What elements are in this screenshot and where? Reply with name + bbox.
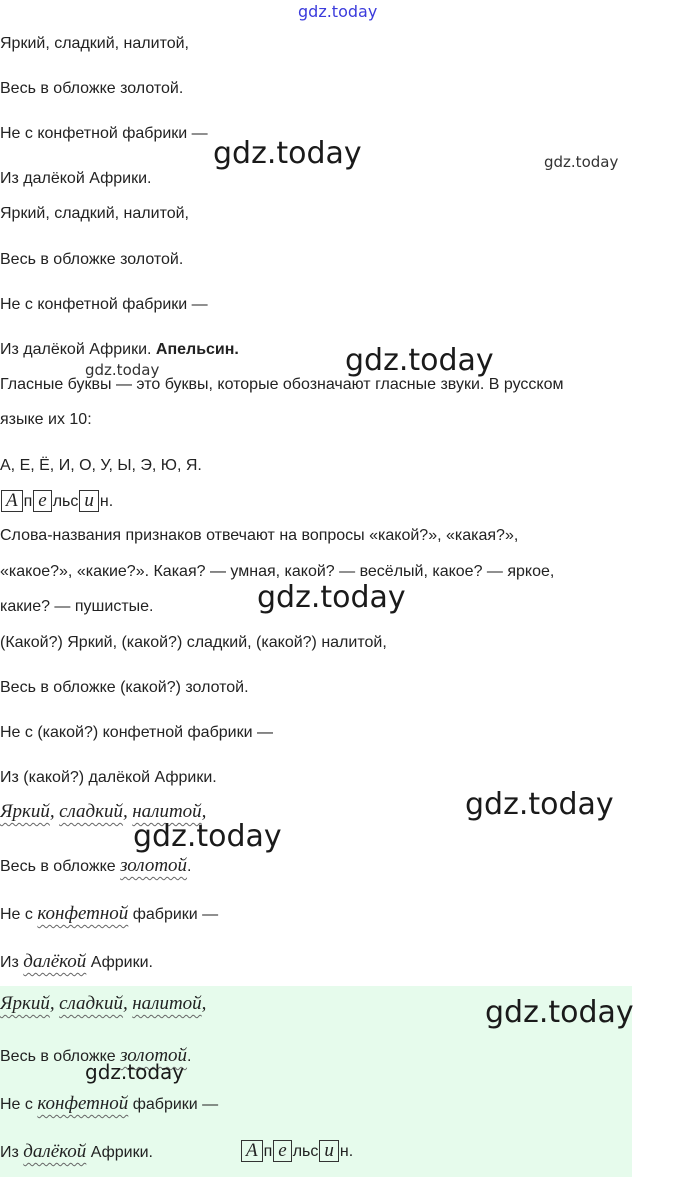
vowel-box: А [1, 490, 23, 512]
vowel-box: е [33, 490, 51, 512]
plain-text: Не с [0, 1096, 33, 1113]
watermark: gdz.today [213, 136, 362, 171]
consonants: льс [292, 1143, 319, 1160]
poem-line-2: Весь в обложке золотой. [0, 80, 184, 97]
plain-text: фабрики — [132, 1096, 219, 1113]
adjective: конфетной [37, 903, 129, 924]
consonants: п [23, 493, 33, 510]
watermark: gdz.today [257, 580, 406, 615]
attributes-line-1: Слова-названия признаков отвечают на вопросы «какой?», «какая?», [0, 527, 519, 544]
adjective: налитой [132, 993, 202, 1014]
word-vowels-marked [0, 490, 113, 512]
watermark: gdz.today [298, 2, 378, 21]
comma: , [201, 993, 207, 1014]
watermark: gdz.today [345, 343, 494, 378]
plain-text: Не с [0, 906, 33, 923]
marked-line-3 [0, 1094, 218, 1115]
word-vowels-marked [240, 1140, 353, 1162]
comma: , [49, 993, 55, 1014]
poem-line-2: Весь в обложке золотой. [0, 251, 184, 268]
consonants: п [263, 1143, 273, 1160]
poem-line-4 [0, 340, 239, 360]
watermark: gdz.today [485, 995, 634, 1030]
comma: , [123, 993, 128, 1014]
adjective: золотой [120, 1045, 188, 1066]
plain-text: фабрики — [132, 906, 219, 923]
adjective: сладкий [59, 801, 124, 822]
vowels-list: А, Е, Ё, И, О, У, Ы, Э, Ю, Я. [0, 457, 202, 474]
attributes-line-3: какие? — пушистые. [0, 598, 154, 615]
marked-line-4 [0, 1142, 153, 1163]
marked-line-3 [0, 904, 218, 925]
adjective: далёкой [23, 951, 87, 972]
adjective: Яркий [0, 801, 50, 822]
poem-line-3: Не с конфетной фабрики — [0, 125, 208, 142]
marked-line-4 [0, 952, 153, 973]
adjective: далёкой [23, 1141, 87, 1162]
consonants: н. [99, 493, 114, 510]
vowels-text-line-1: Гласные буквы — это буквы, которые обозначают гласные звуки. В русском [0, 376, 564, 393]
adjective: конфетной [37, 1093, 129, 1114]
poem-text: Из далёкой Африки. [0, 341, 152, 358]
riddle-answer: Апельсин. [155, 341, 239, 358]
attributes-line-2: «какое?», «какие?». Какая? — умная, какой? — весёлый, какое? — яркое, [0, 563, 555, 580]
comma: , [49, 801, 55, 822]
watermark: gdz.today [85, 1060, 185, 1084]
consonants: льс [52, 493, 79, 510]
marked-line-1 [0, 994, 206, 1015]
watermark: gdz.today [544, 153, 619, 171]
plain-text: . [187, 1048, 192, 1065]
plain-text: Из [0, 954, 19, 971]
poem-line-1: Яркий, сладкий, налитой, [0, 35, 189, 52]
comma: , [123, 801, 128, 822]
plain-text: . [187, 858, 192, 875]
vowels-text-line-2: языке их 10: [0, 411, 92, 428]
comma: , [201, 801, 207, 822]
plain-text: Весь в обложке [0, 1048, 116, 1065]
watermark: gdz.today [85, 361, 160, 379]
vowel-box: и [79, 490, 99, 512]
adjective: налитой [132, 801, 202, 822]
consonants: н. [339, 1143, 354, 1160]
poem-line-4: Из далёкой Африки. [0, 170, 152, 187]
plain-text: Весь в обложке [0, 858, 116, 875]
vowel-box: А [241, 1140, 263, 1162]
adjective: Яркий [0, 993, 50, 1014]
poem-line-3: Не с конфетной фабрики — [0, 296, 208, 313]
marked-line-2 [0, 856, 192, 877]
poem-line-1: Яркий, сладкий, налитой, [0, 205, 189, 222]
question-line-3: Не с (какой?) конфетной фабрики — [0, 724, 273, 741]
plain-text: Из [0, 1144, 19, 1161]
plain-text: Африки. [90, 1144, 153, 1161]
adjective: золотой [120, 855, 188, 876]
question-line-2: Весь в обложке (какой?) золотой. [0, 679, 249, 696]
plain-text: Африки. [90, 954, 153, 971]
question-line-4: Из (какой?) далёкой Африки. [0, 769, 217, 786]
adjective: сладкий [59, 993, 124, 1014]
vowel-box: и [319, 1140, 339, 1162]
vowel-box: е [273, 1140, 291, 1162]
question-line-1: (Какой?) Яркий, (какой?) сладкий, (какой?) налитой, [0, 634, 387, 651]
watermark: gdz.today [465, 787, 614, 822]
watermark: gdz.today [133, 819, 282, 854]
